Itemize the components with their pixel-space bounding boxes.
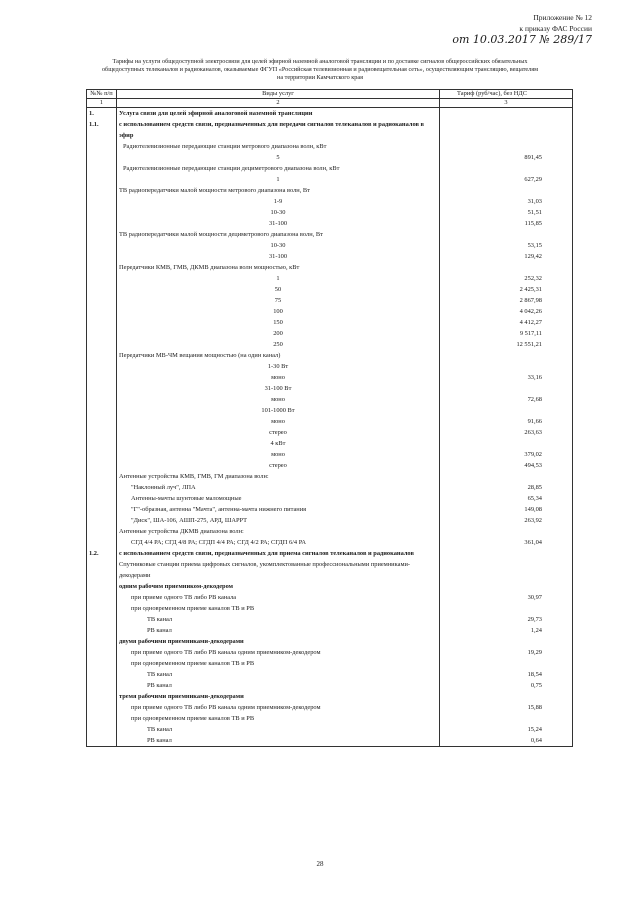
row-number <box>87 196 117 207</box>
row-number <box>87 229 117 240</box>
row-number <box>87 218 117 229</box>
table-row <box>87 273 573 284</box>
row-number <box>87 361 117 372</box>
row-number <box>87 394 117 405</box>
row-service: "Наклонный луч", ЛПА <box>117 482 440 493</box>
row-tariff <box>440 691 573 702</box>
row-tariff: 51,51 <box>440 207 573 218</box>
row-tariff: 29,73 <box>440 614 573 625</box>
row-tariff <box>440 658 573 669</box>
row-tariff <box>440 350 573 361</box>
row-number: 1.2. <box>87 548 117 559</box>
row-service: РВ канал <box>117 735 440 747</box>
row-service: при приеме одного ТВ либо РВ канала <box>117 592 440 603</box>
row-service: моно <box>117 372 440 383</box>
row-number: 1.1. <box>87 119 117 141</box>
row-service: Услуга связи для целей эфирной аналоговой наземной трансляции <box>117 108 440 120</box>
row-service: моно <box>117 449 440 460</box>
row-service: ТВ радиопередатчики малой мощности метрового диапазона волн, Вт <box>117 185 440 196</box>
table-row <box>87 449 573 460</box>
table-row <box>87 702 573 713</box>
table-row <box>87 427 573 438</box>
row-service: ТВ радиопередатчики малой мощности дециметрового диапазона волн, Вт <box>117 229 440 240</box>
table-row <box>87 438 573 449</box>
row-number <box>87 449 117 460</box>
row-service: Передатчики МВ-ЧМ вещания мощностью (на один канал) <box>117 350 440 361</box>
row-tariff: 4 042,26 <box>440 306 573 317</box>
appendix-line-2: к приказу ФАС России <box>519 24 592 33</box>
row-tariff <box>440 471 573 482</box>
row-tariff: 494,53 <box>440 460 573 471</box>
row-tariff: 252,32 <box>440 273 573 284</box>
row-number <box>87 614 117 625</box>
row-number <box>87 152 117 163</box>
row-tariff <box>440 603 573 614</box>
table-row <box>87 174 573 185</box>
row-number <box>87 504 117 515</box>
row-number <box>87 163 117 174</box>
table-row <box>87 691 573 702</box>
row-service: стерео <box>117 460 440 471</box>
row-tariff: 31,03 <box>440 196 573 207</box>
table-row <box>87 504 573 515</box>
row-service: с использованием средств связи, предназначенных для приема сигналов телеканалов и радиоканалов <box>117 548 440 559</box>
row-service: "Диск", ША-106, АШП-275, АРД, ШАРРТ <box>117 515 440 526</box>
table-row <box>87 240 573 251</box>
row-service: Передатчики КМВ, ГМВ, ДКМВ диапазона волн мощностью, кВт <box>117 262 440 273</box>
row-number <box>87 636 117 647</box>
row-tariff <box>440 262 573 273</box>
row-tariff: 33,16 <box>440 372 573 383</box>
row-number <box>87 372 117 383</box>
row-service: при одновременном приеме каналов ТВ и РВ <box>117 603 440 614</box>
row-tariff: 72,68 <box>440 394 573 405</box>
appendix-line-1: Приложение № 12 <box>533 13 592 22</box>
table-row <box>87 581 573 592</box>
table-row <box>87 185 573 196</box>
row-number <box>87 647 117 658</box>
row-tariff <box>440 185 573 196</box>
table-row <box>87 295 573 306</box>
row-service: РВ канал <box>117 680 440 691</box>
row-tariff <box>440 229 573 240</box>
row-number <box>87 295 117 306</box>
row-service: моно <box>117 394 440 405</box>
row-tariff: 0,64 <box>440 735 573 747</box>
row-number: 1. <box>87 108 117 120</box>
row-number <box>87 515 117 526</box>
table-row <box>87 416 573 427</box>
row-service: Антенные устройства КМВ, ГМВ, ГМ диапазона волн: <box>117 471 440 482</box>
table-row <box>87 152 573 163</box>
row-service: Радиотелевизионные передающие станции дециметрового диапазона волн, кВт <box>117 163 440 174</box>
row-service: 50 <box>117 284 440 295</box>
table-row <box>87 614 573 625</box>
row-number <box>87 405 117 416</box>
row-service: ТВ канал <box>117 724 440 735</box>
row-number <box>87 262 117 273</box>
row-service: одним рабочим приемником-декодером <box>117 581 440 592</box>
row-tariff: 361,04 <box>440 537 573 548</box>
table-row <box>87 229 573 240</box>
row-service: 250 <box>117 339 440 350</box>
index-col-2: 2 <box>117 99 440 108</box>
row-tariff: 627,29 <box>440 174 573 185</box>
appendix-block <box>452 12 592 45</box>
row-service: 1 <box>117 273 440 284</box>
row-tariff: 263,63 <box>440 427 573 438</box>
row-tariff <box>440 141 573 152</box>
row-number <box>87 713 117 724</box>
table-row <box>87 559 573 581</box>
row-service: 1 <box>117 174 440 185</box>
row-tariff: 19,29 <box>440 647 573 658</box>
row-tariff: 891,45 <box>440 152 573 163</box>
row-number <box>87 240 117 251</box>
page-number: 28 <box>316 860 324 868</box>
row-number <box>87 350 117 361</box>
row-service: при приеме одного ТВ либо РВ канала одним приемником-декодером <box>117 647 440 658</box>
row-tariff <box>440 548 573 559</box>
document-title: Тарифы на услуги общедоступной электросвязи для целей эфирной наземной аналоговой трансляции и по доставке сигналов общероссийских обязательных общедоступных телеканалов и радиоканалов, оказываемые ФГУП «Российская телевизионная и радиовещательная сеть», осуществляющим трансляцию, вещателям на территории Камчатского края <box>101 58 539 81</box>
row-service: "Г"-образная, антенна "Мачта", антенна-мачта нижнего питания <box>117 504 440 515</box>
row-number <box>87 306 117 317</box>
table-row <box>87 394 573 405</box>
row-service: при одновременном приеме каналов ТВ и РВ <box>117 658 440 669</box>
table-row <box>87 548 573 559</box>
row-service: 31-100 <box>117 251 440 262</box>
row-number <box>87 339 117 350</box>
row-service: РВ канал <box>117 625 440 636</box>
table-row <box>87 350 573 361</box>
row-number <box>87 427 117 438</box>
row-number <box>87 658 117 669</box>
row-number <box>87 174 117 185</box>
table-row <box>87 317 573 328</box>
row-number <box>87 526 117 537</box>
row-tariff: 129,42 <box>440 251 573 262</box>
row-number <box>87 416 117 427</box>
table-row <box>87 669 573 680</box>
row-service: 31-100 <box>117 218 440 229</box>
tariff-table-body <box>87 90 573 747</box>
table-row <box>87 207 573 218</box>
table-row <box>87 603 573 614</box>
table-row <box>87 251 573 262</box>
table-row <box>87 647 573 658</box>
row-tariff <box>440 163 573 174</box>
table-index-row <box>87 99 573 108</box>
tariff-table <box>86 89 573 747</box>
row-service: 75 <box>117 295 440 306</box>
row-service: 4 кВт <box>117 438 440 449</box>
row-service: тремя рабочими приемниками-декодерами <box>117 691 440 702</box>
row-tariff <box>440 713 573 724</box>
row-tariff: 2 867,98 <box>440 295 573 306</box>
table-row <box>87 383 573 394</box>
table-row <box>87 306 573 317</box>
row-number <box>87 691 117 702</box>
row-number <box>87 735 117 747</box>
table-row <box>87 328 573 339</box>
row-service: 31-100 Вт <box>117 383 440 394</box>
row-service: Спутниковые станции приема цифровых сигналов, укомплектованные профессиональными приемниками-декодерами <box>117 559 440 581</box>
table-row <box>87 471 573 482</box>
table-row <box>87 735 573 747</box>
table-row <box>87 493 573 504</box>
table-row <box>87 526 573 537</box>
row-number <box>87 328 117 339</box>
row-number <box>87 284 117 295</box>
table-row <box>87 218 573 229</box>
row-tariff <box>440 559 573 581</box>
table-row <box>87 163 573 174</box>
row-tariff: 53,15 <box>440 240 573 251</box>
table-row <box>87 460 573 471</box>
row-number <box>87 592 117 603</box>
row-tariff: 15,24 <box>440 724 573 735</box>
row-number <box>87 460 117 471</box>
row-number <box>87 702 117 713</box>
table-row <box>87 196 573 207</box>
row-tariff <box>440 636 573 647</box>
index-col-3: 3 <box>440 99 573 108</box>
row-service: при приеме одного ТВ либо РВ канала одним приемником-декодером <box>117 702 440 713</box>
row-number <box>87 537 117 548</box>
row-tariff: 9 517,11 <box>440 328 573 339</box>
row-service: 10-30 <box>117 207 440 218</box>
row-number <box>87 207 117 218</box>
row-tariff: 0,75 <box>440 680 573 691</box>
row-service: 5 <box>117 152 440 163</box>
row-service: при одновременном приеме каналов ТВ и РВ <box>117 713 440 724</box>
row-number <box>87 273 117 284</box>
row-service: 100 <box>117 306 440 317</box>
row-tariff: 15,88 <box>440 702 573 713</box>
row-service: ТВ канал <box>117 669 440 680</box>
row-service: Радиотелевизионные передающие станции метрового диапазона волн, кВт <box>117 141 440 152</box>
row-service: ТВ канал <box>117 614 440 625</box>
table-row <box>87 537 573 548</box>
row-tariff: 115,85 <box>440 218 573 229</box>
header-num: №№ п/п <box>87 90 117 99</box>
row-tariff: 379,02 <box>440 449 573 460</box>
row-number <box>87 724 117 735</box>
row-tariff: 30,97 <box>440 592 573 603</box>
row-number <box>87 680 117 691</box>
row-number <box>87 141 117 152</box>
table-row <box>87 713 573 724</box>
row-tariff <box>440 108 573 120</box>
row-tariff: 2 425,31 <box>440 284 573 295</box>
table-header-row <box>87 90 573 99</box>
row-service: двумя рабочими приемниками-декодерами <box>117 636 440 647</box>
table-row <box>87 680 573 691</box>
row-service: СГД 4/4 РА; СГД 4/8 РА; СГДП 4/4 РА; СГД 4/2 РА; СГДП 6/4 РА <box>117 537 440 548</box>
row-tariff <box>440 405 573 416</box>
table-row <box>87 108 573 120</box>
row-service: 200 <box>117 328 440 339</box>
row-tariff: 1,24 <box>440 625 573 636</box>
appendix-order-number: от 10.03.2017 № 289/17 <box>452 33 592 46</box>
row-tariff <box>440 119 573 141</box>
row-number <box>87 471 117 482</box>
row-number <box>87 251 117 262</box>
header-service: Виды услуг <box>117 90 440 99</box>
table-row <box>87 592 573 603</box>
row-number <box>87 383 117 394</box>
row-tariff: 91,66 <box>440 416 573 427</box>
table-row <box>87 636 573 647</box>
row-number <box>87 482 117 493</box>
row-tariff: 65,34 <box>440 493 573 504</box>
row-tariff: 4 412,27 <box>440 317 573 328</box>
row-service: моно <box>117 416 440 427</box>
table-row <box>87 361 573 372</box>
row-tariff: 149,08 <box>440 504 573 515</box>
row-service: 1-30 Вт <box>117 361 440 372</box>
row-service: 101-1000 Вт <box>117 405 440 416</box>
row-service: Антенны-мачты шунтовые маломощные <box>117 493 440 504</box>
row-tariff: 263,92 <box>440 515 573 526</box>
row-number <box>87 185 117 196</box>
row-tariff <box>440 383 573 394</box>
table-row <box>87 119 573 141</box>
table-row <box>87 515 573 526</box>
row-tariff <box>440 526 573 537</box>
row-tariff <box>440 581 573 592</box>
table-row <box>87 372 573 383</box>
table-row <box>87 625 573 636</box>
row-number <box>87 493 117 504</box>
index-col-1: 1 <box>87 99 117 108</box>
row-tariff: 28,85 <box>440 482 573 493</box>
row-service: 1-9 <box>117 196 440 207</box>
row-tariff <box>440 438 573 449</box>
row-service: стерео <box>117 427 440 438</box>
row-service: Антенные устройства ДКМВ диапазона волн: <box>117 526 440 537</box>
row-number <box>87 625 117 636</box>
table-row <box>87 724 573 735</box>
table-row <box>87 482 573 493</box>
row-number <box>87 603 117 614</box>
row-number <box>87 581 117 592</box>
row-number <box>87 559 117 581</box>
table-row <box>87 284 573 295</box>
table-row <box>87 262 573 273</box>
row-tariff: 12 551,21 <box>440 339 573 350</box>
row-number <box>87 669 117 680</box>
table-row <box>87 658 573 669</box>
header-tariff: Тариф (руб/час), без НДС <box>440 90 573 99</box>
row-service: 10-30 <box>117 240 440 251</box>
row-number <box>87 317 117 328</box>
table-row <box>87 339 573 350</box>
row-tariff <box>440 361 573 372</box>
table-row <box>87 141 573 152</box>
table-row <box>87 405 573 416</box>
row-tariff: 18,54 <box>440 669 573 680</box>
row-service: 150 <box>117 317 440 328</box>
row-service: с использованием средств связи, предназначенных для передачи сигналов телеканалов и радиоканалов в эфир <box>117 119 440 141</box>
row-number <box>87 438 117 449</box>
